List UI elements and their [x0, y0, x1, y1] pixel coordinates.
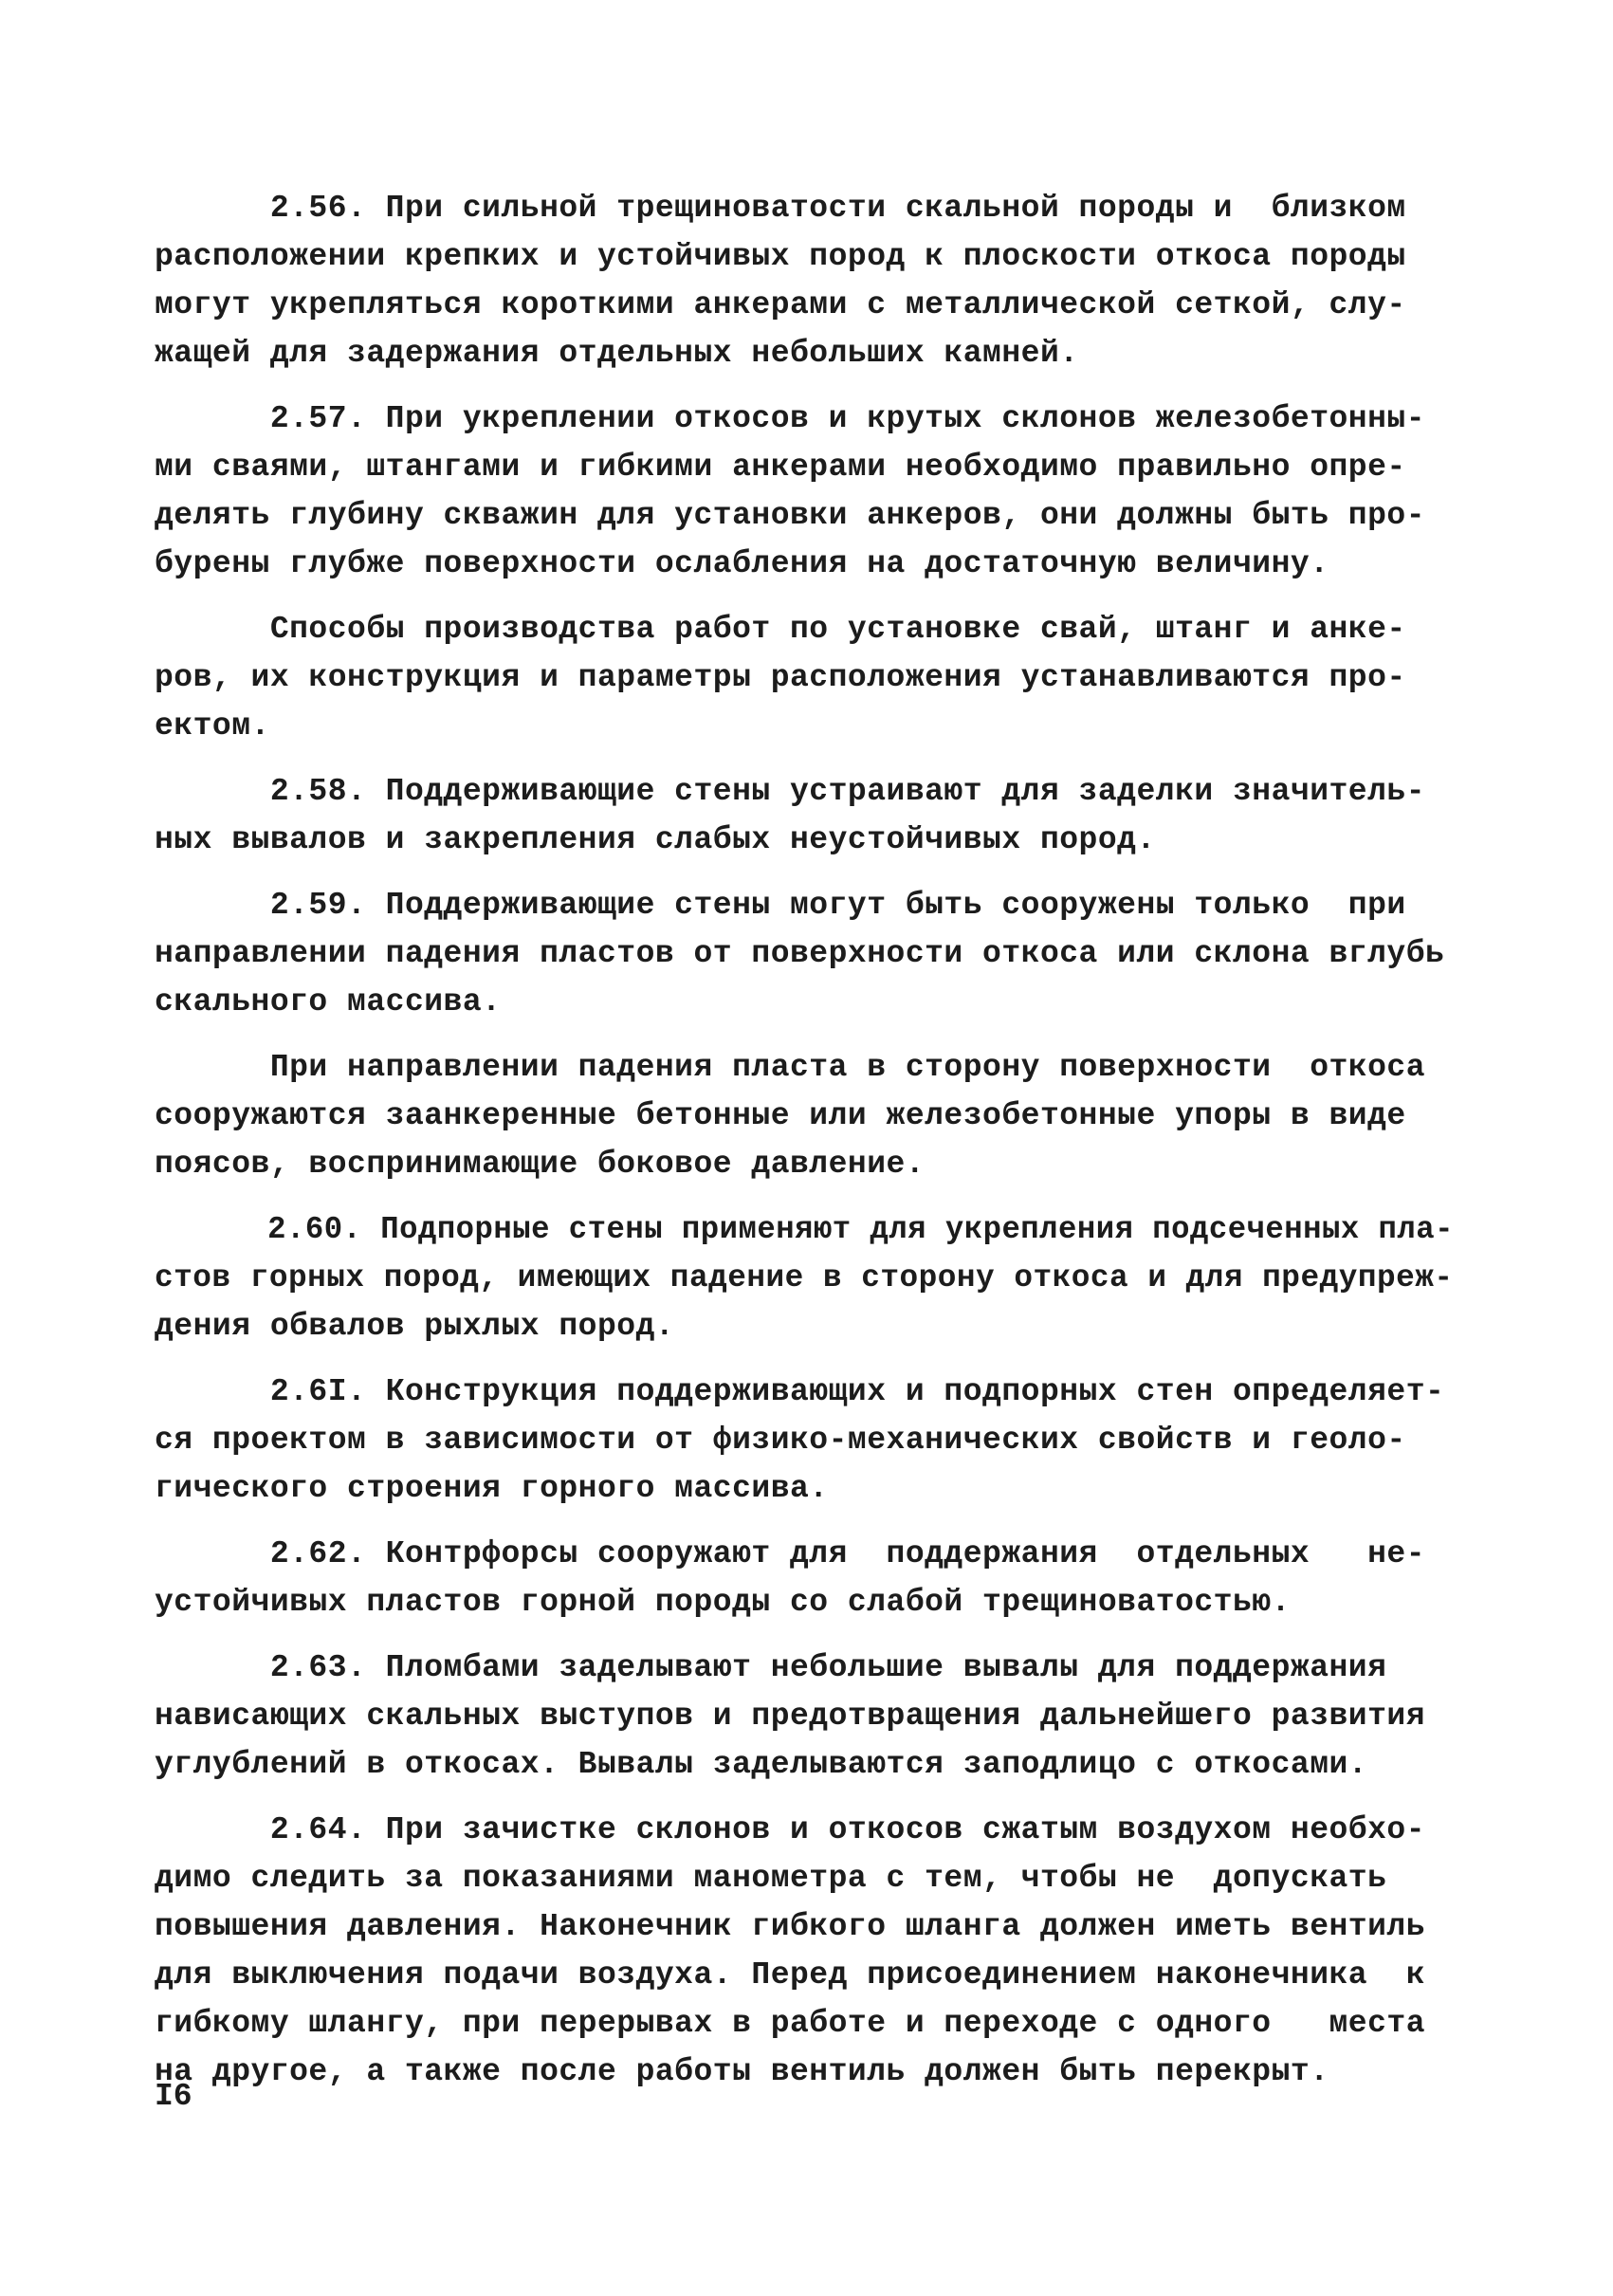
text-line: делять глубину скважин для установки анкеров, они должны быть про-: [155, 498, 1426, 533]
text-line: 2.59. Поддерживающие стены могут быть сооружены только при: [155, 888, 1406, 923]
text-line: гического строения горного массива.: [155, 1471, 829, 1506]
text-line: направлении падения пластов от поверхности откоса или склона вглубь: [155, 936, 1445, 971]
text-line: 2.56. При сильной трещиноватости скальной породы и близком: [155, 191, 1406, 226]
paragraph-2-63: [155, 1644, 1454, 1789]
paragraph-2-62: [155, 1530, 1454, 1626]
text-line: нависающих скальных выступов и предотвращения дальнейшего развития: [155, 1699, 1426, 1734]
text-line: ми сваями, штангами и гибкими анкерами необходимо правильно опре-: [155, 450, 1406, 485]
text-line: могут укрепляться короткими анкерами с металлической сеткой, слу-: [155, 287, 1406, 322]
text-line: скального массива.: [155, 984, 502, 1019]
text-line: дения обвалов рыхлых пород.: [155, 1309, 675, 1344]
text-line: ектом.: [155, 708, 270, 744]
text-line: ных вывалов и закрепления слабых неустойчивых пород.: [155, 822, 1156, 857]
text-line: 2.58. Поддерживающие стены устраивают для заделки значитель-: [155, 774, 1426, 809]
paragraph-2-58: [155, 767, 1454, 864]
text-line: поясов, воспринимающие боковое давление.: [155, 1147, 926, 1182]
paragraph-2-64: [155, 1806, 1454, 2096]
paragraph-2-61: [155, 1368, 1454, 1513]
text-line: сооружаются заанкеренные бетонные или железобетонные упоры в виде: [155, 1098, 1406, 1133]
text-line: для выключения подачи воздуха. Перед присоединением наконечника к: [155, 1957, 1426, 1993]
text-line: жащей для задержания отдельных небольших камней.: [155, 336, 1079, 371]
text-line: на другое, а также после работы вентиль должен быть перекрыт.: [155, 2054, 1329, 2089]
paragraph-2-57-methods: [155, 605, 1454, 750]
text-line: ся проектом в зависимости от физико-механических свойств и геоло-: [155, 1423, 1406, 1458]
paragraph-2-57: [155, 395, 1454, 588]
text-line: При направлении падения пласта в сторону поверхности откоса: [155, 1050, 1426, 1085]
text-line: 2.62. Контрфорсы сооружают для поддержания отдельных не-: [155, 1536, 1426, 1571]
text-line: повышения давления. Наконечник гибкого шланга должен иметь вентиль: [155, 1909, 1426, 1944]
text-line: бурены глубже поверхности ослабления на достаточную величину.: [155, 546, 1329, 581]
text-line: стов горных пород, имеющих падение в сторону откоса и для предупреж-: [155, 1260, 1454, 1295]
text-line: 2.64. При зачистке склонов и откосов сжатым воздухом необхо-: [155, 1812, 1426, 1847]
paragraph-2-56: [155, 184, 1454, 377]
text-line: устойчивых пластов горной породы со слабой трещиноватостью.: [155, 1585, 1291, 1620]
text-line: димо следить за показаниями манометра с тем, чтобы не допускать: [155, 1861, 1387, 1896]
paragraph-2-59-direction: [155, 1043, 1454, 1188]
text-line: гибкому шлангу, при перерывах в работе и переходе с одного места: [155, 2006, 1426, 2041]
document-body: [155, 184, 1454, 2113]
text-line: 2.60. Подпорные стены применяют для укрепления подсеченных пла-: [155, 1212, 1454, 1247]
text-line: Способы производства работ по установке свай, штанг и анке-: [155, 612, 1406, 647]
text-line: 2.57. При укреплении откосов и крутых склонов железобетонны-: [155, 401, 1426, 436]
paragraph-2-59: [155, 881, 1454, 1026]
text-line: 2.63. Пломбами заделывают небольшие вывалы для поддержания: [155, 1650, 1387, 1685]
text-line: 2.6I. Конструкция поддерживающих и подпорных стен определяет-: [155, 1374, 1445, 1409]
paragraph-2-60: [155, 1205, 1454, 1350]
text-line: углублений в откосах. Вывалы заделываются заподлицо с откосами.: [155, 1747, 1368, 1782]
text-line: ров, их конструкция и параметры расположения устанавливаются про-: [155, 660, 1406, 695]
text-line: расположении крепких и устойчивых пород к плоскости откоса породы: [155, 239, 1406, 274]
page-number: I6: [155, 2079, 192, 2114]
